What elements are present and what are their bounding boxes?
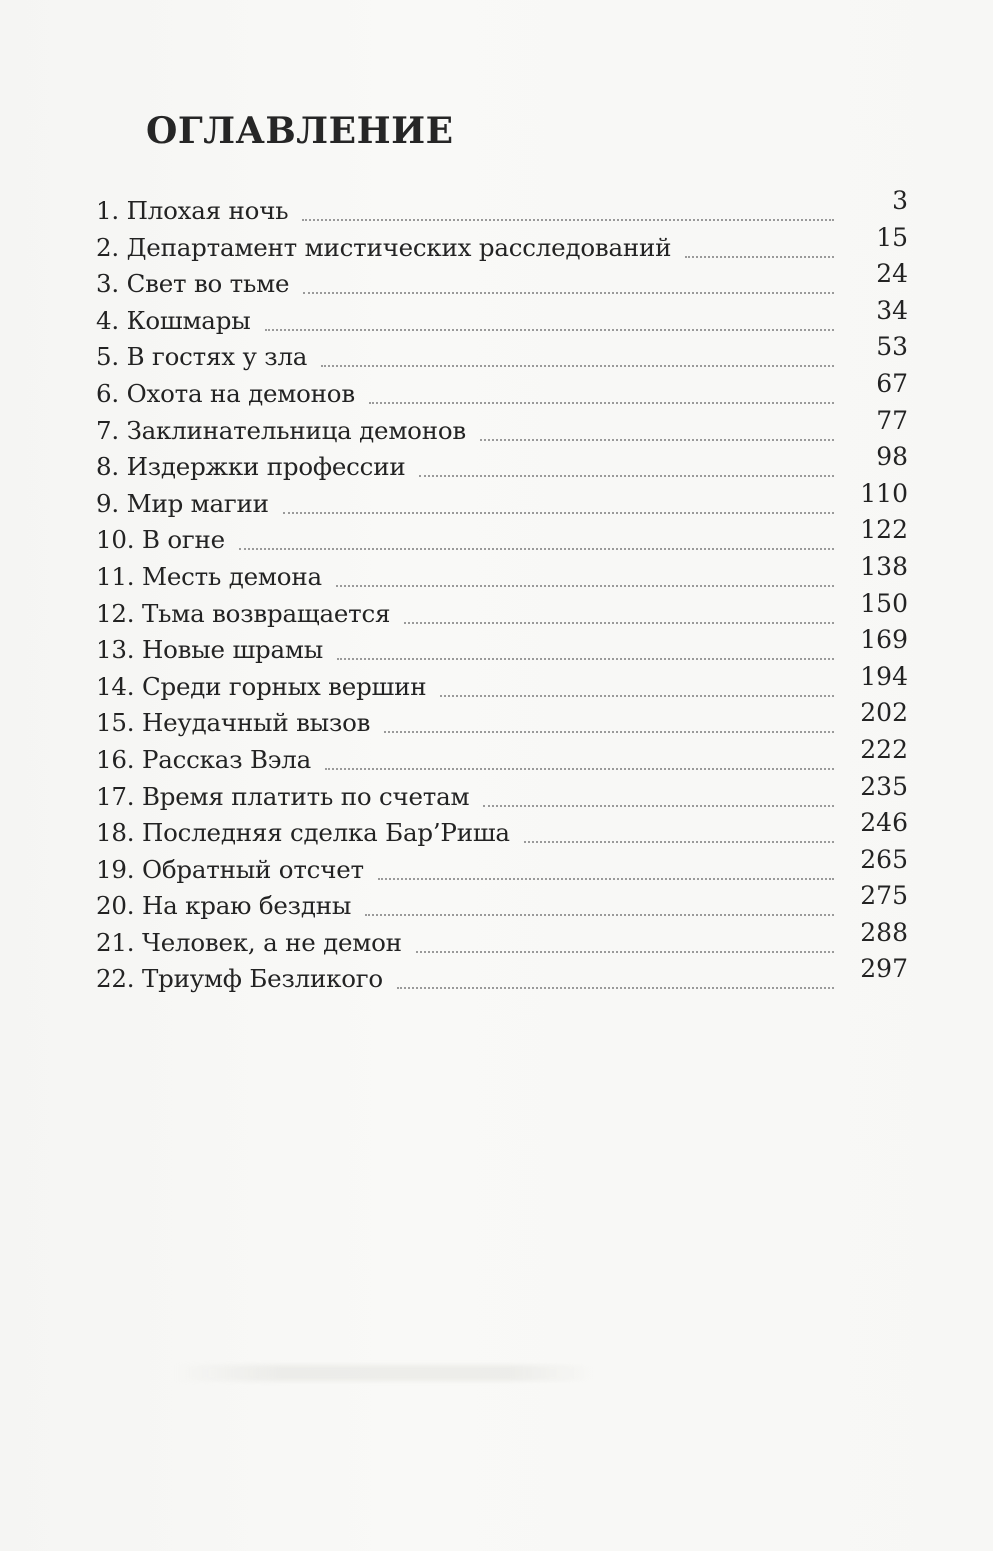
- toc-entry: [96, 771, 908, 814]
- dot-leader: [416, 923, 834, 953]
- toc-entry-title: 15. Неудачный вызов: [96, 708, 371, 738]
- toc-entry-page: 288: [860, 917, 908, 947]
- toc-entry: [96, 661, 908, 704]
- dot-leader: [378, 850, 834, 880]
- toc-entry-title: 5. В гостях у зла: [96, 342, 308, 372]
- toc-entry: [96, 625, 908, 667]
- dot-leader: [303, 264, 834, 294]
- dot-leader: [321, 337, 834, 367]
- toc-entry: [96, 734, 908, 777]
- toc-entry-page: 122: [860, 515, 908, 545]
- dot-leader: [440, 667, 834, 697]
- toc-entry-page: 98: [876, 442, 908, 472]
- toc-entry-page: 53: [876, 332, 908, 362]
- toc-entry-page: 222: [860, 734, 908, 764]
- toc-entry-page: 24: [876, 259, 908, 289]
- toc-entry-page: 169: [860, 625, 908, 655]
- toc-entry-title: 2. Департамент мистических расследований: [96, 232, 672, 262]
- toc-entry-page: 150: [860, 588, 908, 618]
- toc-entry-title: 17. Время платить по счетам: [96, 781, 470, 811]
- toc-entry: [96, 295, 908, 338]
- toc-entry-title: 4. Кошмары: [96, 305, 251, 335]
- dot-leader: [369, 374, 834, 404]
- toc-entry: [96, 405, 908, 448]
- toc-entry-title: 3. Свет во тьме: [96, 269, 290, 299]
- toc-entry-page: 110: [860, 478, 908, 508]
- dot-leader: [419, 447, 834, 477]
- toc-entry: [96, 881, 908, 923]
- dot-leader: [404, 594, 834, 624]
- dot-leader: [524, 813, 834, 843]
- dot-leader: [384, 703, 834, 733]
- toc-entry-page: 246: [860, 808, 908, 838]
- toc-entry-page: 138: [860, 551, 908, 581]
- toc-entry-page: 275: [860, 881, 908, 911]
- toc-entry: [96, 222, 908, 265]
- show-through-text: [175, 1365, 595, 1381]
- toc-entry-title: 12. Тьма возвращается: [96, 598, 391, 628]
- toc-entry: [96, 332, 908, 374]
- toc-entry-page: 297: [860, 954, 908, 984]
- toc-entry-page: 235: [860, 771, 908, 801]
- toc-entry-title: 20. На краю бездны: [96, 891, 352, 921]
- toc-entry: [96, 442, 908, 484]
- toc-entry-title: 18. Последняя сделка Бар’Риша: [96, 818, 510, 848]
- toc-entry: [96, 917, 908, 960]
- dot-leader: [283, 484, 834, 514]
- toc-entry: [96, 588, 908, 631]
- toc-entry-title: 22. Триумф Безликого: [96, 964, 383, 994]
- toc-entry: [96, 551, 908, 594]
- toc-entry: [96, 954, 908, 996]
- toc-entry-title: 13. Новые шрамы: [96, 635, 324, 665]
- toc-entry: [96, 478, 908, 521]
- toc-entry: [96, 808, 908, 850]
- toc-entry: [96, 515, 908, 557]
- toc-entry: [96, 259, 908, 301]
- toc-entry: [96, 368, 908, 411]
- dot-leader: [265, 301, 835, 331]
- dot-leader: [337, 630, 834, 660]
- toc-entry-page: 77: [876, 405, 908, 435]
- toc-entry-title: 21. Человек, а не демон: [96, 927, 402, 957]
- page-title: ОГЛАВЛЕНИЕ: [146, 110, 454, 152]
- toc-entry-title: 11. Месть демона: [96, 561, 322, 591]
- toc-entry-title: 9. Мир магии: [96, 488, 269, 518]
- dot-leader: [325, 740, 834, 770]
- toc-entry-page: 3: [892, 186, 908, 215]
- toc-entry-title: 7. Заклинательница демонов: [96, 415, 467, 445]
- toc-entry-page: 34: [876, 295, 908, 325]
- toc-entry-title: 1. Плохая ночь: [96, 196, 289, 225]
- toc-entry: [96, 186, 908, 228]
- toc-entry-page: 265: [860, 844, 908, 874]
- dot-leader: [239, 520, 834, 550]
- dot-leader: [685, 228, 834, 258]
- toc-entry-page: 194: [860, 661, 908, 691]
- toc-entry-title: 10. В огне: [96, 525, 225, 555]
- dot-leader: [365, 886, 834, 916]
- dot-leader: [480, 411, 834, 441]
- dot-leader: [336, 557, 834, 587]
- toc-entry: [96, 844, 908, 887]
- toc-entry-page: 15: [876, 222, 908, 252]
- toc-entry: [96, 698, 908, 740]
- table-of-contents: [96, 186, 908, 996]
- toc-entry-title: 8. Издержки профессии: [96, 452, 406, 482]
- toc-entry-page: 67: [876, 368, 908, 398]
- toc-entry-title: 14. Среди горных вершин: [96, 671, 427, 701]
- toc-entry-page: 202: [860, 698, 908, 728]
- toc-entry-title: 19. Обратный отсчет: [96, 854, 364, 884]
- dot-leader: [302, 191, 834, 221]
- dot-leader: [483, 777, 834, 807]
- toc-entry-title: 16. Рассказ Вэла: [96, 744, 312, 774]
- dot-leader: [397, 959, 834, 989]
- toc-entry-title: 6. Охота на демонов: [96, 378, 355, 408]
